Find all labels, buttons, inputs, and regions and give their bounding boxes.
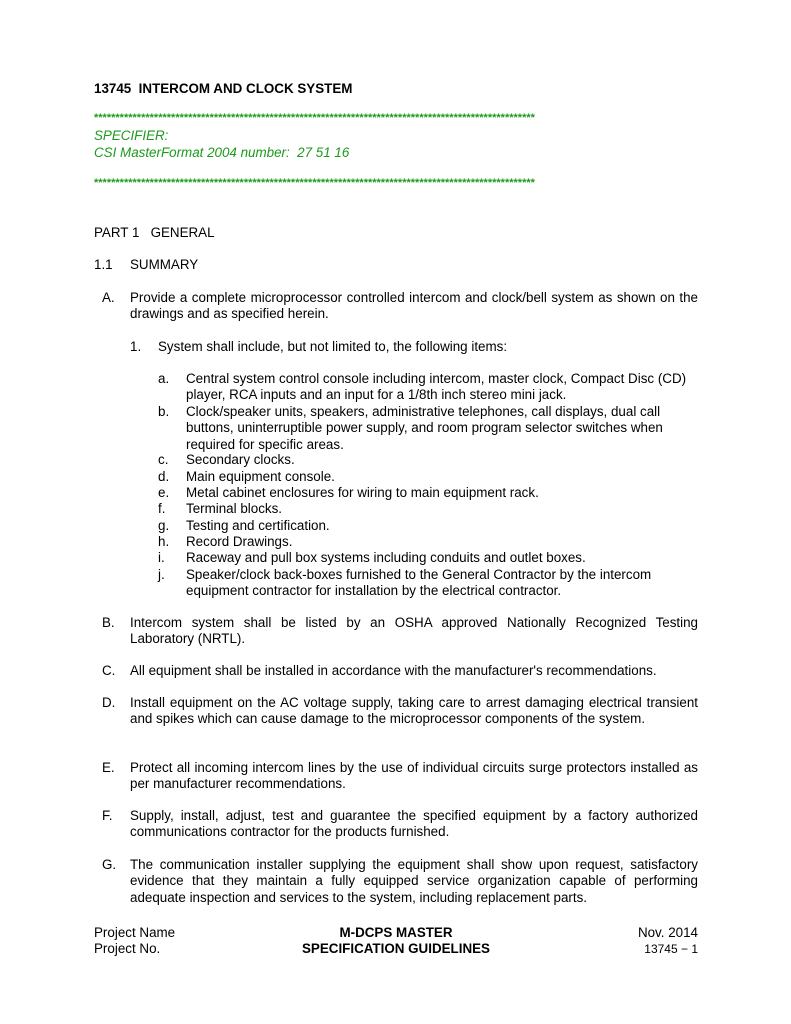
para-text-d: Install equipment on the AC voltage supply, taking care to arrest damaging electrical transient and spikes which can cause damage to the microprocessor components of the system.: [130, 695, 698, 727]
para-text-b: Intercom system shall be listed by an OSHA approved Nationally Recognized Testing Laboratory (NRTL).: [130, 615, 698, 647]
list-item-text: Testing and certification.: [186, 518, 330, 533]
list-item-text: Main equipment console.: [186, 469, 335, 484]
footer-page-number: 13745 − 1: [644, 942, 698, 956]
para-label-e: E.: [102, 760, 115, 775]
para-label-a: A.: [102, 290, 115, 305]
list-item-label: c.: [158, 452, 169, 467]
specifier-divider-bottom: *******************************************************************************************************: [94, 177, 535, 189]
csi-number: CSI MasterFormat 2004 number: 27 51 16: [94, 145, 350, 160]
specifier-divider-top: *******************************************************************************************************: [94, 112, 535, 124]
list-item-label: j.: [158, 567, 165, 582]
list-item-text: Metal cabinet enclosures for wiring to main equipment rack.: [186, 485, 539, 500]
subitem-text-1: System shall include, but not limited to, the following items:: [158, 339, 508, 354]
footer-date: Nov. 2014: [637, 925, 698, 940]
list-item-text: Clock/speaker units, speakers, administrative telephones, call displays, dual call buttons, uninterruptible power supply, and room program selector switches when required for specific areas.: [186, 404, 663, 452]
list-item-text: Terminal blocks.: [186, 501, 282, 516]
subitem-label-1: 1.: [130, 339, 142, 354]
list-item-label: g.: [158, 518, 170, 533]
footer-master-title: M-DCPS MASTER: [339, 925, 453, 940]
para-label-f: F.: [102, 808, 113, 823]
footer-project-name: Project Name: [94, 925, 176, 940]
section-heading: SUMMARY: [130, 257, 199, 272]
list-item-text: Central system control console including intercom, master clock, Compact Disc (CD) player, RCA inputs and an input for a 1/8th inch stereo mini jack.: [186, 371, 687, 403]
para-label-c: C.: [102, 663, 116, 678]
para-text-f: Supply, install, adjust, test and guarantee the specified equipment by a factory authorized communications contractor for the products furnished.: [130, 808, 698, 840]
list-item-label: e.: [158, 485, 170, 500]
list-item-label: a.: [158, 371, 170, 386]
para-text-e: Protect all incoming intercom lines by the use of individual circuits surge protectors installed as per manufacturer recommendations.: [130, 760, 698, 792]
section-title: 13745 INTERCOM AND CLOCK SYSTEM: [94, 81, 353, 96]
footer-project-no: Project No.: [94, 941, 161, 956]
para-text-g: The communication installer supplying the equipment shall show upon request, satisfactory evidence that they maintain a fully equipped service organization capable of performing adequate inspection and services to the system, including replacement parts.: [130, 857, 698, 905]
list-item-label: i.: [158, 550, 165, 565]
list-item-label: d.: [158, 469, 170, 484]
para-text-c: All equipment shall be installed in accordance with the manufacturer's recommendations.: [130, 663, 657, 678]
list-item-text: Secondary clocks.: [186, 452, 295, 467]
list-item-label: f.: [158, 501, 166, 516]
para-text-a: Provide a complete microprocessor controlled intercom and clock/bell system as shown on the drawings and as specified herein.: [130, 290, 698, 322]
specifier-label: SPECIFIER:: [94, 128, 169, 143]
footer-guidelines-title: SPECIFICATION GUIDELINES: [302, 941, 490, 956]
part-heading: PART 1 GENERAL: [94, 225, 215, 240]
para-label-g: G.: [102, 857, 117, 872]
list-item-text: Raceway and pull box systems including conduits and outlet boxes.: [186, 550, 586, 565]
list-item-label: h.: [158, 534, 170, 549]
para-label-d: D.: [102, 695, 116, 710]
list-item-label: b.: [158, 404, 170, 419]
list-item-text: Speaker/clock back-boxes furnished to the General Contractor by the intercom equipment contractor for installation by the electrical contractor.: [186, 567, 652, 599]
section-number: 1.1: [94, 257, 113, 272]
list-item-text: Record Drawings.: [186, 534, 293, 549]
para-label-b: B.: [102, 615, 115, 630]
